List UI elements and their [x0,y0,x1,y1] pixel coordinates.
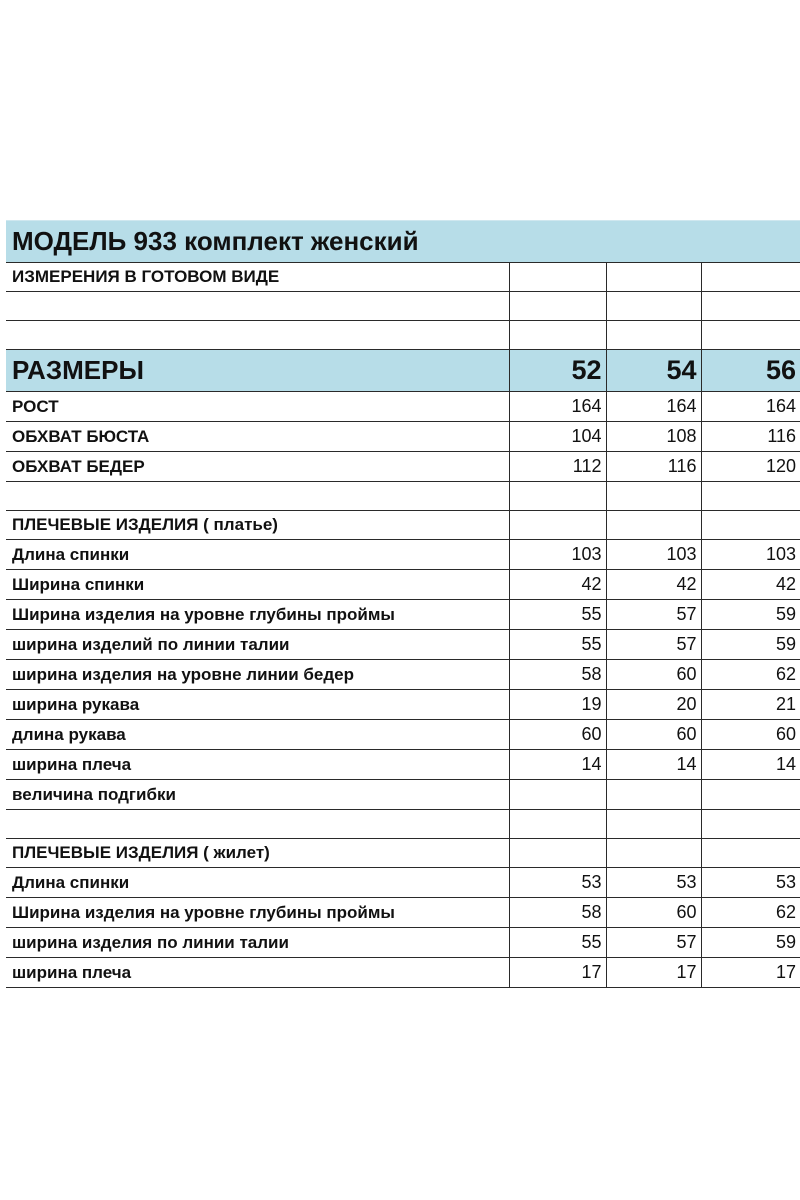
measurement-row [6,928,800,958]
measurement-value: 112 [509,452,606,482]
measurement-value: 17 [509,958,606,988]
measurement-label: Ширина спинки [6,570,509,600]
size-header: 52 [509,350,606,392]
measurement-row [6,630,800,660]
measurement-row [6,868,800,898]
measurement-value: 60 [509,720,606,750]
empty-row [6,321,800,350]
measurement-value: 62 [701,660,800,690]
measurement-value: 60 [701,720,800,750]
measurement-value: 59 [701,928,800,958]
measurement-value: 53 [606,868,701,898]
measurement-value: 14 [509,750,606,780]
measurement-row [6,958,800,988]
measurement-value: 103 [701,540,800,570]
measurement-value: 55 [509,928,606,958]
measurement-value: 42 [701,570,800,600]
measurement-label: Длина спинки [6,868,509,898]
measurements-subtitle: ИЗМЕРЕНИЯ В ГОТОВОМ ВИДЕ [6,263,509,292]
sizes-header-row [6,350,800,392]
measurement-value: 164 [509,392,606,422]
measurement-value: 17 [701,958,800,988]
size-chart-table [6,220,800,988]
measurement-value: 14 [701,750,800,780]
measurement-value: 53 [509,868,606,898]
measurement-row [6,660,800,690]
measurement-label: РОСТ [6,392,509,422]
measurement-value: 59 [701,600,800,630]
measurement-value: 17 [606,958,701,988]
measurement-row [6,898,800,928]
measurement-row [6,422,800,452]
measurement-value: 14 [606,750,701,780]
empty-row [6,292,800,321]
empty-row [6,482,800,511]
title-row [6,221,800,263]
measurement-row [6,600,800,630]
measurement-row [6,540,800,570]
measurement-value: 57 [606,928,701,958]
measurement-label: ширина плеча [6,750,509,780]
model-title: МОДЕЛЬ 933 комплект женский [6,221,800,263]
measurement-label: Ширина изделия на уровне глубины проймы [6,898,509,928]
sizes-label: РАЗМЕРЫ [6,350,509,392]
measurement-value: 58 [509,660,606,690]
size-header: 54 [606,350,701,392]
measurement-label: величина подгибки [6,780,509,810]
size-chart-sheet [6,220,800,988]
measurement-row [6,452,800,482]
measurement-row [6,780,800,810]
measurement-value: 60 [606,660,701,690]
measurement-label: ширина изделия на уровне линии бедер [6,660,509,690]
measurement-value [606,780,701,810]
measurement-label: ширина плеча [6,958,509,988]
measurement-value: 59 [701,630,800,660]
measurement-value: 42 [606,570,701,600]
measurement-label: ОБХВАТ БЕДЕР [6,452,509,482]
measurement-label: Длина спинки [6,540,509,570]
dress-section-heading: ПЛЕЧЕВЫЕ ИЗДЕЛИЯ ( платье) [6,511,509,540]
measurement-value: 164 [701,392,800,422]
measurement-label: ширина рукава [6,690,509,720]
vest-section-heading-row [6,839,800,868]
measurement-value: 120 [701,452,800,482]
measurement-value [701,780,800,810]
empty-row [6,810,800,839]
measurement-row [6,392,800,422]
measurement-value: 164 [606,392,701,422]
measurement-row [6,750,800,780]
measurement-value: 19 [509,690,606,720]
subtitle-row [6,263,800,292]
measurement-value: 42 [509,570,606,600]
measurement-value: 57 [606,600,701,630]
measurement-row [6,720,800,750]
vest-section-heading: ПЛЕЧЕВЫЕ ИЗДЕЛИЯ ( жилет) [6,839,509,868]
measurement-value: 104 [509,422,606,452]
measurement-value: 60 [606,898,701,928]
measurement-value: 58 [509,898,606,928]
size-header: 56 [701,350,800,392]
measurement-value: 55 [509,600,606,630]
measurement-value: 103 [606,540,701,570]
measurement-value: 55 [509,630,606,660]
measurement-value: 103 [509,540,606,570]
measurement-value: 62 [701,898,800,928]
dress-section-heading-row [6,511,800,540]
measurement-value [509,780,606,810]
measurement-label: ОБХВАТ БЮСТА [6,422,509,452]
measurement-value: 60 [606,720,701,750]
measurement-row [6,690,800,720]
measurement-value: 57 [606,630,701,660]
measurement-row [6,570,800,600]
measurement-value: 20 [606,690,701,720]
measurement-label: Ширина изделия на уровне глубины проймы [6,600,509,630]
measurement-label: длина рукава [6,720,509,750]
measurement-value: 21 [701,690,800,720]
measurement-value: 108 [606,422,701,452]
measurement-label: ширина изделия по линии талии [6,928,509,958]
measurement-value: 53 [701,868,800,898]
measurement-value: 116 [701,422,800,452]
measurement-label: ширина изделий по линии талии [6,630,509,660]
measurement-value: 116 [606,452,701,482]
